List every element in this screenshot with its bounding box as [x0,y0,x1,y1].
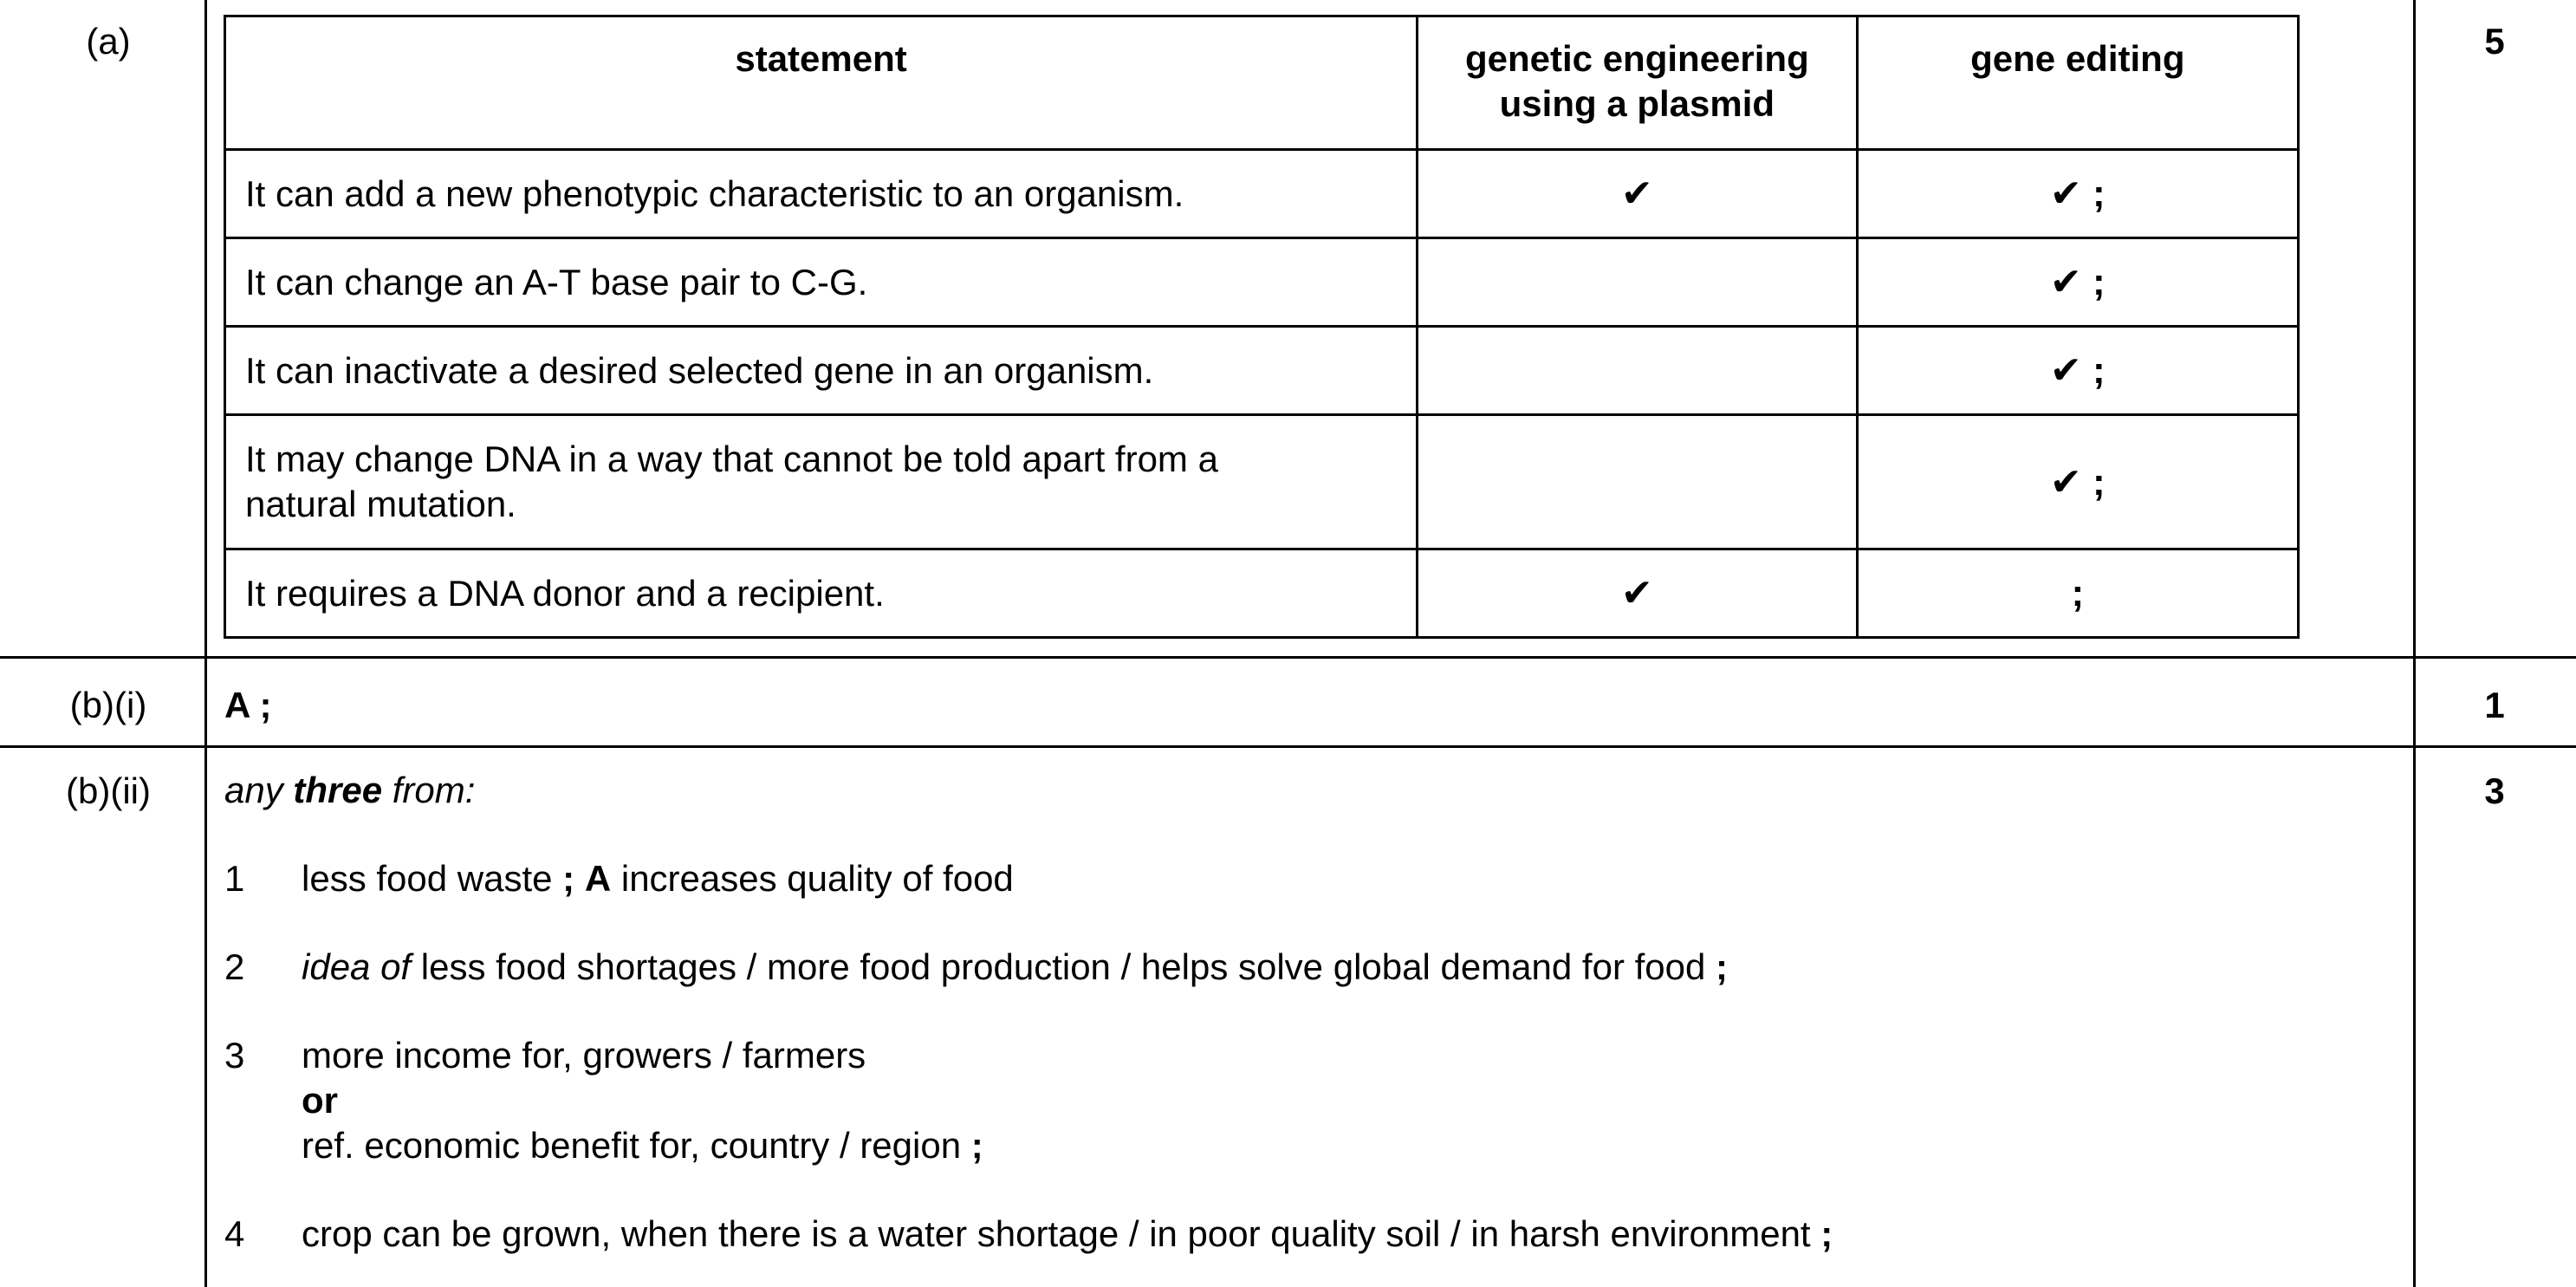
mark-semicolon: ; [2093,460,2106,504]
intro-line [224,768,2391,813]
table-row [225,150,2299,238]
header-statement: statement [225,16,1418,150]
ge-cell [1418,549,1858,638]
check-icon: ✔ [2049,260,2082,304]
statement-cell: It can inactivate a desired selected gene in an organism. [225,327,1418,415]
header-ge-line1: genetic engineering [1464,38,1809,79]
table-row [225,327,2299,415]
statement-line1: It may change DNA in a way that cannot be told apart from a [245,439,1218,479]
point-accept: A [584,858,612,899]
mark-bii: 3 [2484,770,2505,811]
right-column-divider [2413,0,2416,1287]
left-column-divider [204,0,207,1287]
statement-line2: natural mutation. [245,484,516,524]
point-text: less food waste [302,858,553,899]
point-number: 3 [224,1035,245,1076]
point-text-2: increases quality of food [620,858,1014,899]
point-semicolon: ; [1820,1213,1833,1254]
mark-bi: 1 [2484,685,2505,725]
list-item [224,1212,2391,1257]
ge-cell [1418,415,1858,549]
answer-bii [224,768,2391,1257]
point-text: less food shortages / more food production / helps solve global demand for food [420,946,1706,987]
edit-cell [1857,415,2298,549]
table-row [225,415,2299,549]
list-item [224,856,2391,901]
header-ge-line2: using a plasmid [1499,83,1775,124]
mark-semicolon: ; [2093,349,2106,392]
statement-cell: It can change an A-T base pair to C-G. [225,238,1418,327]
row-divider-a-bi [0,656,2576,659]
ge-cell [1418,238,1858,327]
point-line3: ref. economic benefit for, country / region [302,1125,962,1166]
mark-semicolon: ; [2071,572,2085,614]
header-genetic-engineering [1418,16,1858,150]
point-number: 1 [224,858,245,899]
table-row [225,549,2299,638]
mark-semicolon: ; [2093,261,2106,303]
edit-cell [1857,549,2298,638]
ge-cell [1418,327,1858,415]
table-row [225,238,2299,327]
question-label-a: (a) [86,21,131,62]
edit-cell [1857,327,2298,415]
point-line1: more income for, growers / farmers [302,1035,866,1076]
point-semicolon: ; [970,1125,983,1166]
intro-any: any [224,770,283,810]
point-number: 2 [224,946,245,987]
table-header-row [225,16,2299,150]
point-semicolon: ; [562,858,575,899]
mark-a: 5 [2484,21,2505,62]
list-item [224,1033,2391,1168]
point-semicolon: ; [1716,946,1729,987]
edit-cell [1857,150,2298,238]
check-icon: ✔ [2049,459,2082,504]
point-or: or [302,1080,338,1121]
check-icon: ✔ [2049,348,2082,393]
point-line3-wrap [302,1123,2391,1168]
intro-from: from: [392,770,476,810]
mark-semicolon: ; [2093,172,2106,215]
check-icon: ✔ [1620,571,1653,615]
header-gene-editing: gene editing [1857,16,2298,150]
list-item [224,945,2391,990]
point-number: 4 [224,1213,245,1254]
check-icon: ✔ [2049,172,2082,216]
row-divider-bi-bii [0,745,2576,748]
statement-cell: It requires a DNA donor and a recipient. [225,549,1418,638]
point-text: crop can be grown, when there is a water shortage / in poor quality soil / in harsh environment [302,1213,1811,1254]
question-label-bi: (b)(i) [69,685,147,725]
answer-bi: A ; [224,685,272,725]
edit-cell [1857,238,2298,327]
ge-cell [1418,150,1858,238]
point-idea: idea of [302,946,412,987]
question-label-bii: (b)(ii) [66,770,151,811]
statement-cell: It can add a new phenotypic characteristic to an organism. [225,150,1418,238]
statement-cell [225,415,1418,549]
check-icon: ✔ [1620,172,1653,216]
answer-table [224,15,2300,639]
intro-three: three [293,770,383,810]
